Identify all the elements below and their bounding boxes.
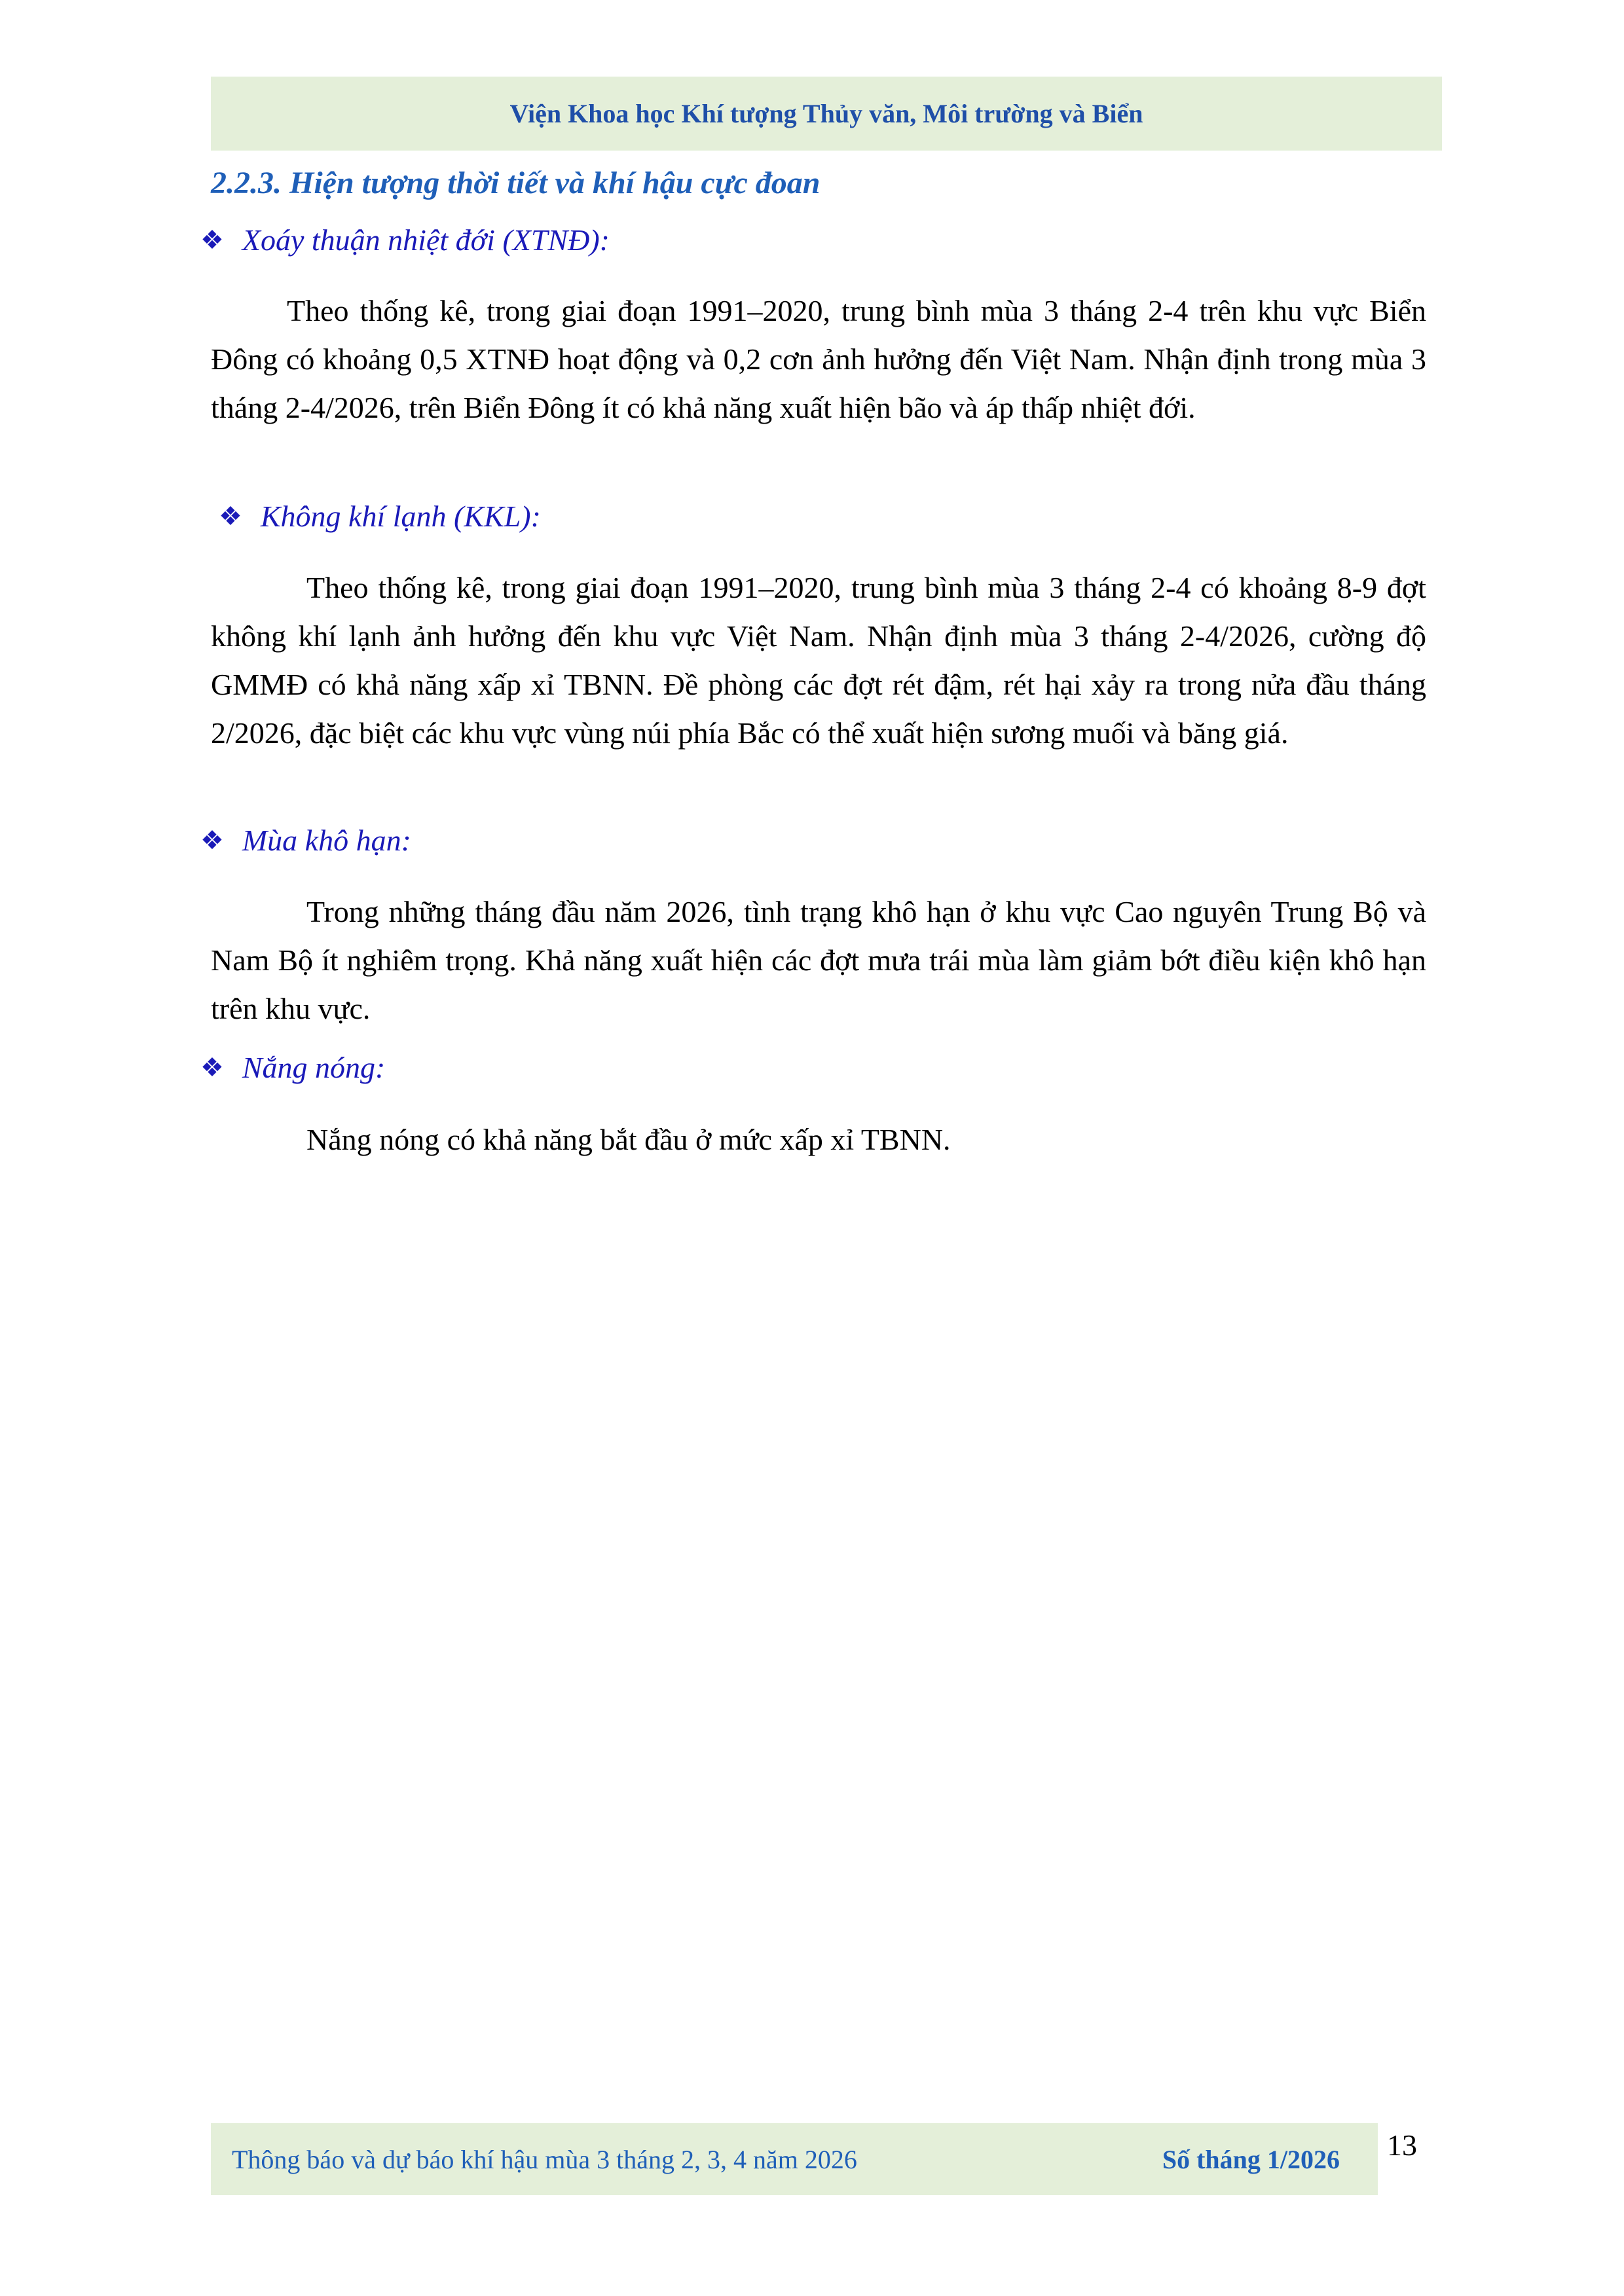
page-footer <box>211 2123 1378 2195</box>
paragraph-kho-han: Trong những tháng đầu năm 2026, tình trạng khô hạn ở khu vực Cao nguyên Trung Bộ và Nam Bộ ít nghiêm trọng. Khả năng xuất hiện các đợt mưa trái mùa làm giảm bớt điều kiện khô hạn trên khu vực. <box>211 895 1426 1025</box>
paragraph-xtnd: Theo thống kê, trong giai đoạn 1991–2020, trung bình mùa 3 tháng 2-4 trên khu vực Biển Đông có khoảng 0,5 XTNĐ hoạt động và 0,2 cơn ảnh hưởng đến Việt Nam. Nhận định trong mùa 3 tháng 2-4/2026, trên Biển Đông ít có khả năng xuất hiện bão và áp thấp nhiệt đới. <box>211 294 1426 424</box>
bullet-heading-xtnd <box>200 223 610 257</box>
bullet-heading-label: Xoáy thuận nhiệt đới (XTNĐ): <box>242 223 610 257</box>
section-title: 2.2.3. Hiện tượng thời tiết và khí hậu cực đoan <box>211 166 821 200</box>
bullet-heading-label: Nắng nóng: <box>242 1051 386 1084</box>
footer-issue-number: Số tháng 1/2026 <box>1162 2144 1340 2174</box>
bullet-heading-label: Không khí lạnh (KKL): <box>260 500 541 533</box>
page-number: 13 <box>1387 2128 1417 2162</box>
bullet-heading-nang-nong <box>200 1050 385 1085</box>
paragraph-nang-nong: Nắng nóng có khả năng bắt đầu ở mức xấp xỉ TBNN. <box>306 1123 951 1156</box>
paragraph-kkl: Theo thống kê, trong giai đoạn 1991–2020, trung bình mùa 3 tháng 2-4 có khoảng 8-9 đợt không khí lạnh ảnh hưởng đến khu vực Việt Nam. Nhận định mùa 3 tháng 2-4/2026, cường độ GMMĐ có khả năng xấp xỉ TBNN. Đề phòng các đợt rét đậm, rét hại xảy ra trong nửa đầu tháng 2/2026, đặc biệt các khu vực vùng núi phía Bắc có thể xuất hiện sương muối và băng giá. <box>211 571 1426 750</box>
bullet-heading-kkl <box>219 499 541 534</box>
diamond-bullet-icon: ❖ <box>219 501 242 531</box>
footer-publication-title: Thông báo và dự báo khí hậu mùa 3 tháng 2, 3, 4 năm 2026 <box>232 2144 857 2174</box>
page-header <box>211 77 1442 151</box>
diamond-bullet-icon: ❖ <box>200 1053 224 1082</box>
bullet-heading-kho-han <box>200 823 411 858</box>
diamond-bullet-icon: ❖ <box>200 826 224 855</box>
diamond-bullet-icon: ❖ <box>200 225 224 255</box>
bullet-heading-label: Mùa khô hạn: <box>242 824 411 857</box>
header-title: Viện Khoa học Khí tượng Thủy văn, Môi trường và Biển <box>509 99 1143 128</box>
